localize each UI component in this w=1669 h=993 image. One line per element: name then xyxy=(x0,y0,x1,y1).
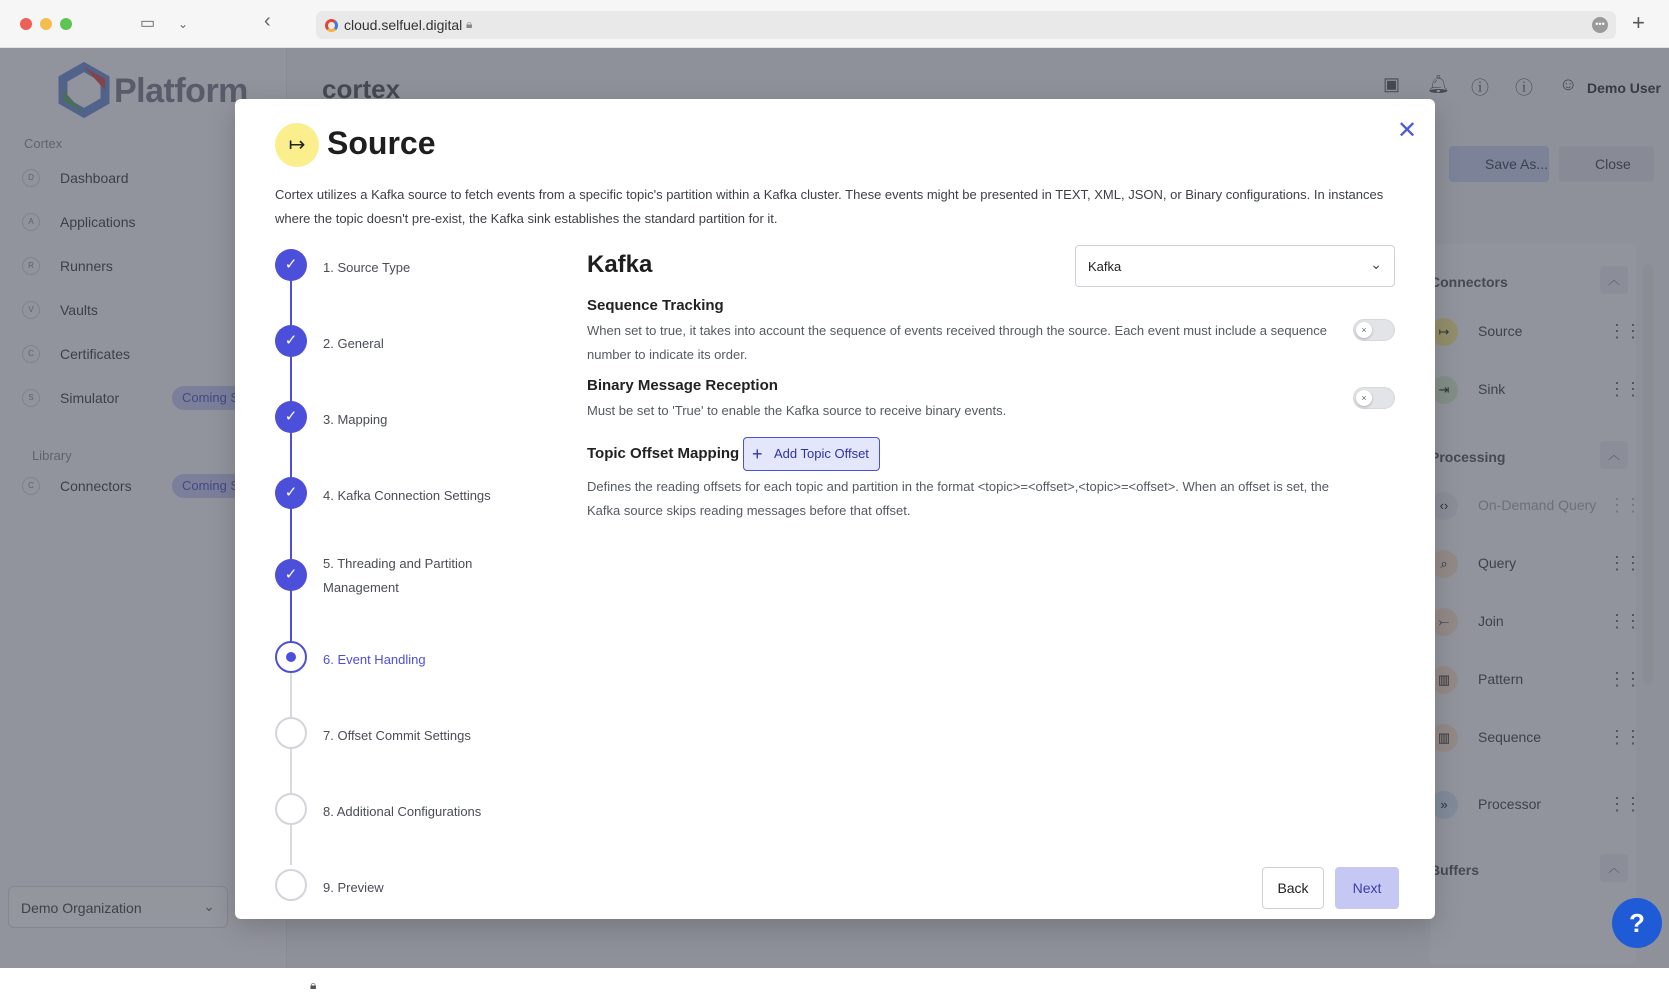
section-title: Kafka xyxy=(587,251,653,278)
minimize-window-button[interactable] xyxy=(40,18,52,30)
step-content xyxy=(587,245,1397,885)
chevron-down-icon: ⌄ xyxy=(1370,256,1382,272)
check-icon: ✓ xyxy=(275,477,307,509)
topic-offset-title: Topic Offset Mapping xyxy=(587,445,740,462)
sequence-tracking-toggle[interactable] xyxy=(1353,319,1395,341)
pending-step-icon xyxy=(275,869,307,901)
stepper xyxy=(275,249,565,895)
next-button[interactable]: Next xyxy=(1335,867,1399,909)
step-label: 4. Kafka Connection Settings xyxy=(323,488,491,503)
lock-icon: 🔒︎ xyxy=(466,17,473,31)
sequence-tracking-desc: When set to true, it takes into account the sequence of events received through the source. Each event must include a sequence number to indicate its order. xyxy=(587,323,1328,362)
step-label: 5. Threading and Partition Management xyxy=(323,556,473,595)
step-label: 8. Additional Configurations xyxy=(323,804,482,819)
binary-reception-toggle[interactable] xyxy=(1353,387,1395,409)
step-label: 3. Mapping xyxy=(323,412,388,427)
modal-description: Cortex utilizes a Kafka source to fetch events from a specific topic's partition within a Kafka cluster. These events might be presented in TEXT, XML, JSON, or Binary configurations. In instances where the topic doesn't pre-exist, the Kafka sink establishes the standard partition for it. xyxy=(275,187,1384,226)
url-text: cloud.selfuel.digital xyxy=(344,17,463,33)
current-step-icon xyxy=(275,641,307,673)
back-icon[interactable]: ‹ xyxy=(264,10,271,32)
toggle-off-icon: × xyxy=(1356,390,1372,406)
site-favicon-icon xyxy=(325,19,338,32)
plus-icon: + xyxy=(752,444,763,464)
step-label: 2. General xyxy=(323,336,384,351)
binary-reception-desc: Must be set to 'True' to enable the Kafka source to receive binary events. xyxy=(587,403,1007,418)
close-window-button[interactable] xyxy=(20,18,32,30)
chevron-down-icon[interactable]: ⌄ xyxy=(178,17,189,31)
step-label: 9. Preview xyxy=(323,880,384,895)
check-icon: ✓ xyxy=(275,559,307,591)
close-icon[interactable]: ✕ xyxy=(1396,117,1418,144)
step-label: 6. Event Handling xyxy=(323,652,426,667)
pending-step-icon xyxy=(275,717,307,749)
check-icon: ✓ xyxy=(275,325,307,357)
new-tab-icon[interactable]: + xyxy=(1632,10,1645,35)
source-type-select[interactable] xyxy=(1075,245,1395,287)
address-bar[interactable] xyxy=(316,11,1616,39)
toggle-off-icon: × xyxy=(1356,322,1372,338)
button-label: Add Topic Offset xyxy=(774,446,869,461)
back-button[interactable]: Back xyxy=(1262,867,1324,909)
lock-icon[interactable]: 🔒︎ xyxy=(310,978,317,992)
help-button[interactable]: ? xyxy=(1612,898,1662,948)
select-value: Kafka xyxy=(1088,259,1122,274)
sidebar-toggle-icon[interactable]: ▭ xyxy=(140,15,156,32)
add-topic-offset-button[interactable] xyxy=(743,437,880,471)
modal-title: Source xyxy=(327,125,436,161)
binary-reception-title: Binary Message Reception xyxy=(587,377,778,394)
step-label: 1. Source Type xyxy=(323,260,411,275)
maximize-window-button[interactable] xyxy=(60,18,72,30)
more-icon[interactable]: ••• xyxy=(1592,17,1608,33)
sequence-tracking-title: Sequence Tracking xyxy=(587,297,724,314)
topic-offset-desc: Defines the reading offsets for each topic and partition in the format <topic>=<offset>,<topic>=<offset>. When an offset is set, the Kafka source skips reading messages before that offset. xyxy=(587,479,1329,518)
check-icon: ✓ xyxy=(275,249,307,281)
step-label: 7. Offset Commit Settings xyxy=(323,728,471,743)
pending-step-icon xyxy=(275,793,307,825)
browser-toolbar xyxy=(0,0,1669,48)
check-icon: ✓ xyxy=(275,401,307,433)
source-modal xyxy=(235,99,1435,919)
stepper-progress xyxy=(290,265,292,657)
source-icon: ↦ xyxy=(275,123,319,167)
